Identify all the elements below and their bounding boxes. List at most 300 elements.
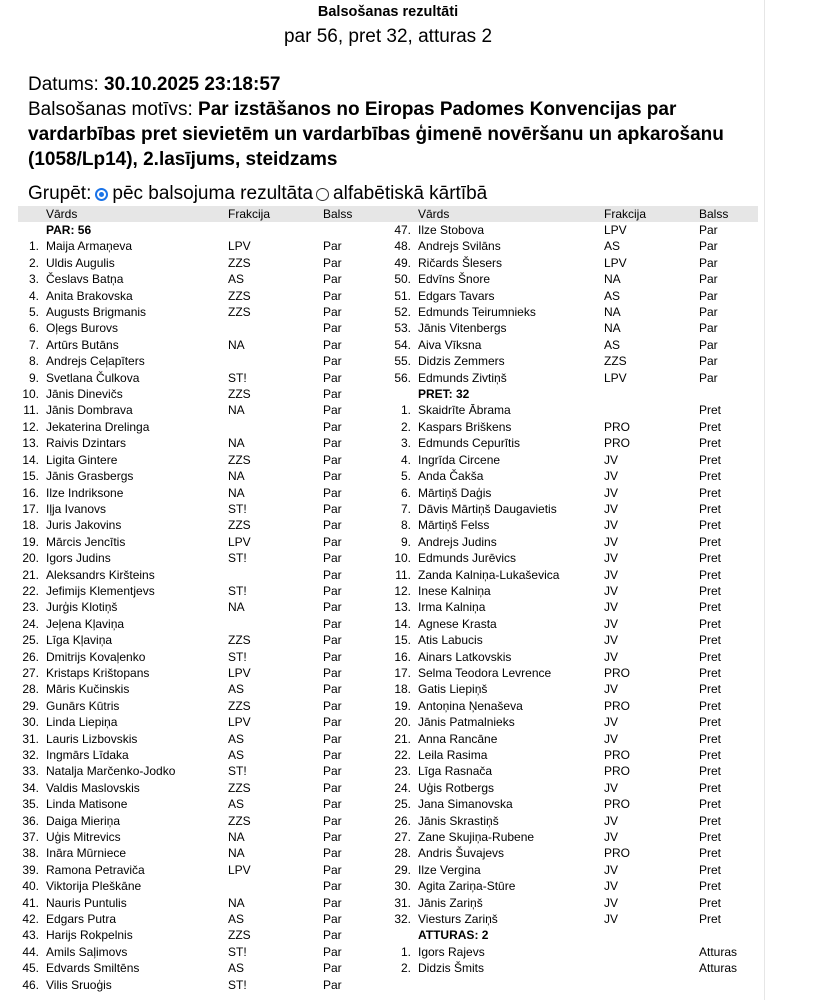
table-row (390, 534, 758, 550)
member-faction: ZZS (228, 928, 251, 943)
member-name: Nauris Puntulis (46, 895, 127, 910)
member-faction: ZZS (228, 255, 251, 270)
row-number: 10. (394, 551, 411, 566)
member-name: Igors Rajevs (418, 944, 485, 959)
group-label: Grupēt: (28, 183, 92, 204)
row-number: 47. (394, 223, 411, 237)
member-vote: Pret (699, 846, 722, 861)
member-vote: Par (323, 780, 342, 795)
table-row (390, 353, 758, 369)
member-vote: Pret (699, 682, 722, 697)
table-row (390, 698, 758, 714)
table-header (18, 206, 390, 222)
member-name: Jānis Zariņš (418, 895, 483, 910)
row-number: 41. (22, 895, 39, 910)
table-row (18, 698, 390, 714)
table-row (18, 747, 390, 763)
member-vote: Pret (699, 452, 722, 467)
row-number: 34. (22, 780, 39, 795)
row-number: 50. (394, 272, 411, 287)
member-faction: ZZS (228, 452, 251, 467)
table-row (390, 862, 758, 878)
row-number: 21. (394, 731, 411, 746)
header-faction: Frakcija (604, 206, 699, 222)
member-vote: Par (323, 534, 342, 549)
row-number: 21. (22, 567, 39, 582)
member-faction (228, 567, 323, 583)
row-number: 35. (22, 797, 39, 812)
row-number: 13. (22, 436, 39, 451)
table-row (390, 747, 758, 763)
member-name: Andris Šuvajevs (418, 846, 505, 861)
member-faction: ST! (228, 977, 247, 992)
table-row (390, 271, 758, 287)
member-faction: JV (604, 633, 619, 648)
section-row (390, 927, 758, 943)
table-header (390, 206, 758, 222)
member-name: Ināra Mūrniece (46, 846, 127, 861)
member-faction (228, 419, 323, 435)
member-faction: AS (228, 731, 245, 746)
group-selector (28, 181, 487, 206)
results-body-right (390, 222, 758, 977)
table-row (18, 534, 390, 550)
row-number: 5. (28, 305, 39, 320)
row-number: 27. (22, 665, 39, 680)
table-row (18, 386, 390, 402)
member-name: Viesturs Zariņš (418, 912, 498, 927)
row-number: 42. (22, 912, 39, 927)
member-name: Jefimijs Klementjevs (46, 583, 155, 598)
member-vote: Par (323, 469, 342, 484)
member-faction: NA (228, 469, 245, 484)
table-row (18, 304, 390, 320)
table-row (18, 255, 390, 271)
row-number: 5. (400, 469, 411, 484)
table-row (390, 763, 758, 779)
member-vote: Par (699, 370, 718, 385)
member-vote: Pret (699, 698, 722, 713)
member-faction: NA (604, 272, 621, 287)
row-number: 36. (22, 813, 39, 828)
member-vote: Par (323, 977, 342, 992)
table-row (390, 255, 758, 271)
row-number: 56. (394, 370, 411, 385)
member-faction: PRO (604, 698, 631, 713)
member-vote: Par (323, 698, 342, 713)
table-row (390, 632, 758, 648)
radio-by-result[interactable] (95, 188, 108, 201)
member-name: Maija Armaņeva (46, 239, 133, 254)
member-faction: LPV (228, 862, 251, 877)
table-row (390, 485, 758, 501)
date-label: Datums: (28, 74, 99, 95)
member-faction: JV (604, 600, 619, 615)
member-name: Ilze Vergina (418, 862, 481, 877)
section-heading: ATTURAS: 2 (418, 928, 489, 943)
member-vote: Par (323, 518, 342, 533)
table-row (18, 567, 390, 583)
member-faction (604, 960, 699, 976)
row-number: 25. (22, 633, 39, 648)
member-name: Ričards Šlesers (418, 255, 503, 270)
member-name: Edvards Smiltēns (46, 961, 140, 976)
member-name: Juris Jakovins (46, 518, 122, 533)
member-vote: Par (699, 354, 718, 369)
member-faction: JV (604, 452, 619, 467)
member-name: Anda Čakša (418, 469, 484, 484)
member-name: Edmunds Zivtiņš (418, 370, 507, 385)
section-spacer (390, 927, 418, 943)
member-name: Selma Teodora Levrence (418, 665, 552, 680)
table-row (390, 944, 758, 960)
member-faction: JV (604, 715, 619, 730)
member-faction: LPV (228, 665, 251, 680)
row-number: 6. (28, 321, 39, 336)
member-faction: LPV (228, 715, 251, 730)
row-number: 45. (22, 961, 39, 976)
row-number: 14. (394, 616, 411, 631)
member-vote: Pret (699, 600, 722, 615)
member-faction (228, 878, 323, 894)
table-row (18, 501, 390, 517)
table-row (18, 485, 390, 501)
member-faction: NA (228, 895, 245, 910)
member-faction: LPV (604, 223, 627, 237)
section-heading: PRET: 32 (418, 387, 470, 402)
member-name: Jurģis Klotiņš (46, 600, 118, 615)
results-table-left (18, 206, 390, 993)
row-number: 1. (28, 239, 39, 254)
row-number: 11. (395, 567, 411, 582)
member-vote: Pret (699, 518, 722, 533)
row-number: 32. (22, 748, 39, 762)
member-faction: ZZS (228, 633, 251, 648)
table-row (18, 813, 390, 829)
member-faction: JV (604, 567, 619, 582)
table-row (390, 370, 758, 386)
table-row (18, 353, 390, 369)
member-vote: Par (699, 255, 718, 270)
row-number: 38. (22, 846, 39, 861)
member-name: Iļja Ivanovs (46, 501, 107, 516)
member-faction: NA (604, 305, 621, 320)
row-number: 46. (22, 977, 39, 992)
row-number: 18. (394, 682, 411, 697)
member-vote: Pret (699, 665, 722, 680)
row-number: 44. (22, 944, 39, 959)
row-number: 53. (394, 321, 411, 336)
member-vote: Par (323, 813, 342, 828)
member-name: Didzis Zemmers (418, 354, 505, 369)
section-row (18, 222, 390, 238)
table-row (18, 829, 390, 845)
member-vote: Pret (699, 895, 722, 910)
table-row (18, 370, 390, 386)
table-row (18, 911, 390, 927)
member-name: Agnese Krasta (418, 616, 497, 631)
member-name: Uldis Augulis (46, 255, 115, 270)
table-row (390, 304, 758, 320)
member-faction: JV (604, 518, 619, 533)
member-name: Amils Saļimovs (46, 944, 128, 959)
member-name: Valdis Maslovskis (46, 780, 140, 795)
table-row (18, 977, 390, 993)
member-faction: JV (604, 731, 619, 746)
table-row (390, 911, 758, 927)
row-number: 2. (28, 255, 39, 270)
row-number: 19. (22, 534, 39, 549)
member-vote: Par (323, 649, 342, 664)
member-vote: Par (323, 403, 342, 418)
table-row (18, 862, 390, 878)
row-number: 31. (22, 731, 39, 746)
table-row (18, 271, 390, 287)
member-name: Līga Rasnača (418, 764, 493, 779)
member-vote: Par (323, 567, 342, 582)
member-name: Ligita Gintere (46, 452, 118, 467)
member-name: Jānis Vitenbergs (418, 321, 507, 336)
member-vote: Pret (699, 912, 722, 927)
member-name: Aleksandrs Kiršteins (46, 567, 155, 582)
row-number: 33. (22, 764, 39, 779)
member-name: Augusts Brigmanis (46, 305, 147, 320)
row-number: 15. (22, 469, 39, 484)
member-faction: JV (604, 813, 619, 828)
member-vote: Par (699, 272, 718, 287)
table-row (18, 845, 390, 861)
row-number: 2. (400, 419, 411, 434)
row-number: 24. (394, 780, 411, 795)
row-number: 18. (22, 518, 39, 533)
member-faction: AS (228, 272, 245, 287)
row-number: 2. (400, 961, 411, 976)
table-row (390, 665, 758, 681)
member-name: Līga Kļaviņa (46, 633, 113, 648)
member-vote: Par (323, 551, 342, 566)
member-vote: Par (323, 436, 342, 451)
member-name: Igors Judins (46, 551, 111, 566)
table-row (18, 337, 390, 353)
row-number: 16. (22, 485, 39, 500)
member-name: Linda Liepiņa (46, 715, 118, 730)
member-name: Mārtiņš Felss (418, 518, 490, 533)
member-vote: Par (323, 912, 342, 927)
table-row (390, 320, 758, 336)
member-faction: JV (604, 830, 619, 845)
table-row (18, 681, 390, 697)
row-number: 54. (394, 337, 411, 352)
member-faction: ST! (228, 583, 247, 598)
member-name: Dāvis Mārtiņš Daugavietis (418, 501, 557, 516)
member-name: Anita Brakovska (46, 288, 133, 303)
member-faction: AS (604, 337, 621, 352)
row-number: 7. (28, 337, 39, 352)
header-name: Vārds (46, 206, 228, 222)
row-number: 55. (394, 354, 411, 369)
member-vote: Par (323, 895, 342, 910)
row-number: 1. (400, 403, 411, 418)
member-name: Kristaps Krištopans (46, 665, 150, 680)
member-vote: Pret (699, 633, 722, 648)
member-faction: ZZS (228, 387, 251, 402)
member-name: Jānis Dinevičs (46, 387, 123, 402)
member-faction: ZZS (228, 305, 251, 320)
member-faction: NA (228, 337, 245, 352)
table-row (390, 649, 758, 665)
row-number: 29. (22, 698, 39, 713)
table-row (18, 632, 390, 648)
row-number: 8. (400, 518, 411, 533)
member-name: Kaspars Briškens (418, 419, 512, 434)
row-number: 20. (394, 715, 411, 730)
member-name: Raivis Dzintars (46, 436, 127, 451)
member-name: Mārtiņš Daģis (418, 485, 492, 500)
vote-summary: par 56, pret 32, atturas 2 (283, 26, 493, 47)
member-vote: Par (699, 321, 718, 336)
motive-label: Balsošanas motīvs: (28, 99, 193, 120)
member-faction: JV (604, 912, 619, 927)
table-row (18, 238, 390, 254)
section-heading: PAR: 56 (46, 223, 92, 237)
member-name: Gatis Liepiņš (418, 682, 488, 697)
member-faction: PRO (604, 419, 631, 434)
row-number: 10. (22, 387, 39, 402)
table-row (18, 517, 390, 533)
table-row (18, 419, 390, 435)
row-number: 14. (22, 452, 39, 467)
row-number: 25. (394, 797, 411, 812)
member-vote: Par (323, 288, 342, 303)
member-name: Jānis Dombrava (46, 403, 133, 418)
member-faction: AS (604, 239, 621, 254)
date-value: 30.10.2025 23:18:57 (104, 74, 281, 95)
member-vote: Pret (699, 616, 722, 631)
radio-alphabetical[interactable] (316, 188, 329, 201)
member-name: Jānis Patmalnieks (418, 715, 515, 730)
member-vote: Par (323, 354, 342, 369)
member-faction: PRO (604, 665, 631, 680)
member-vote: Par (323, 485, 342, 500)
member-vote: Pret (699, 567, 722, 582)
table-row (390, 567, 758, 583)
table-row (18, 763, 390, 779)
member-faction: JV (604, 501, 619, 516)
row-number: 12. (22, 419, 39, 434)
row-number: 7. (400, 501, 411, 516)
member-vote: Pret (699, 436, 722, 451)
member-faction: LPV (604, 370, 627, 385)
member-name: Lauris Lizbovskis (46, 731, 138, 746)
section-row (390, 386, 758, 402)
member-faction: NA (228, 436, 245, 451)
member-vote: Par (323, 600, 342, 615)
table-row (390, 845, 758, 861)
date-line (28, 72, 280, 97)
table-row (18, 714, 390, 730)
member-vote: Par (323, 387, 342, 402)
member-name: Edvīns Šnore (418, 272, 491, 287)
row-number: 49. (394, 255, 411, 270)
member-faction: ZZS (228, 698, 251, 713)
row-number: 26. (394, 813, 411, 828)
results-body-left (18, 222, 390, 993)
member-faction: AS (228, 797, 245, 812)
member-faction: JV (604, 862, 619, 877)
member-name: Mārcis Jencītis (46, 534, 126, 549)
member-name: Jānis Grasbergs (46, 469, 134, 484)
row-number: 3. (400, 436, 411, 451)
header-name: Vārds (418, 206, 604, 222)
header-vote: Balss (323, 206, 390, 222)
group-option-by-result[interactable]: pēc balsojuma rezultāta (112, 183, 314, 204)
row-number: 17. (394, 665, 411, 680)
table-row (18, 616, 390, 632)
member-vote: Par (323, 239, 342, 254)
member-faction: AS (228, 748, 245, 762)
row-number: 37. (22, 830, 39, 845)
member-vote: Par (323, 797, 342, 812)
table-row (390, 616, 758, 632)
member-faction: LPV (228, 239, 251, 254)
member-name: Edgars Putra (46, 912, 117, 927)
member-name: Svetlana Čulkova (46, 370, 140, 385)
member-faction: ZZS (228, 813, 251, 828)
member-faction: NA (228, 485, 245, 500)
member-faction: NA (228, 830, 245, 845)
member-faction: AS (228, 961, 245, 976)
member-name: Artūrs Butāns (46, 337, 119, 352)
table-row (18, 599, 390, 615)
header-number (18, 206, 46, 222)
member-faction: ZZS (228, 288, 251, 303)
table-row (390, 599, 758, 615)
member-faction: ST! (228, 501, 247, 516)
member-vote: Par (323, 879, 342, 894)
table-row (390, 222, 758, 238)
member-faction: JV (604, 551, 619, 566)
row-number: 28. (22, 682, 39, 697)
row-number: 30. (22, 715, 39, 730)
member-vote: Pret (699, 731, 722, 746)
results-table-right (390, 206, 758, 977)
member-faction: AS (228, 682, 245, 697)
member-name: Jekaterina Drelinga (46, 419, 150, 434)
member-vote: Par (323, 321, 342, 336)
member-name: Vilis Sruoģis (46, 977, 112, 992)
member-name: Andrejs Ceļapīters (46, 354, 145, 369)
member-faction: PRO (604, 764, 631, 779)
member-vote: Pret (699, 501, 722, 516)
member-name: Māris Kučinskis (46, 682, 130, 697)
table-row (390, 583, 758, 599)
member-vote: Par (323, 830, 342, 845)
member-faction: NA (228, 846, 245, 861)
row-number: 1. (400, 944, 411, 959)
table-row (390, 731, 758, 747)
row-number: 22. (22, 583, 39, 598)
row-number: 13. (394, 600, 411, 615)
member-faction: JV (604, 469, 619, 484)
member-vote: Par (699, 305, 718, 320)
group-option-alphabetical[interactable]: alfabētiskā kārtībā (333, 183, 488, 204)
member-faction: PRO (604, 748, 631, 762)
table-row (18, 927, 390, 943)
member-vote: Pret (699, 862, 722, 877)
member-vote: Par (323, 846, 342, 861)
page-title: Balsošanas rezultāti (317, 4, 459, 20)
row-number: 12. (394, 583, 411, 598)
